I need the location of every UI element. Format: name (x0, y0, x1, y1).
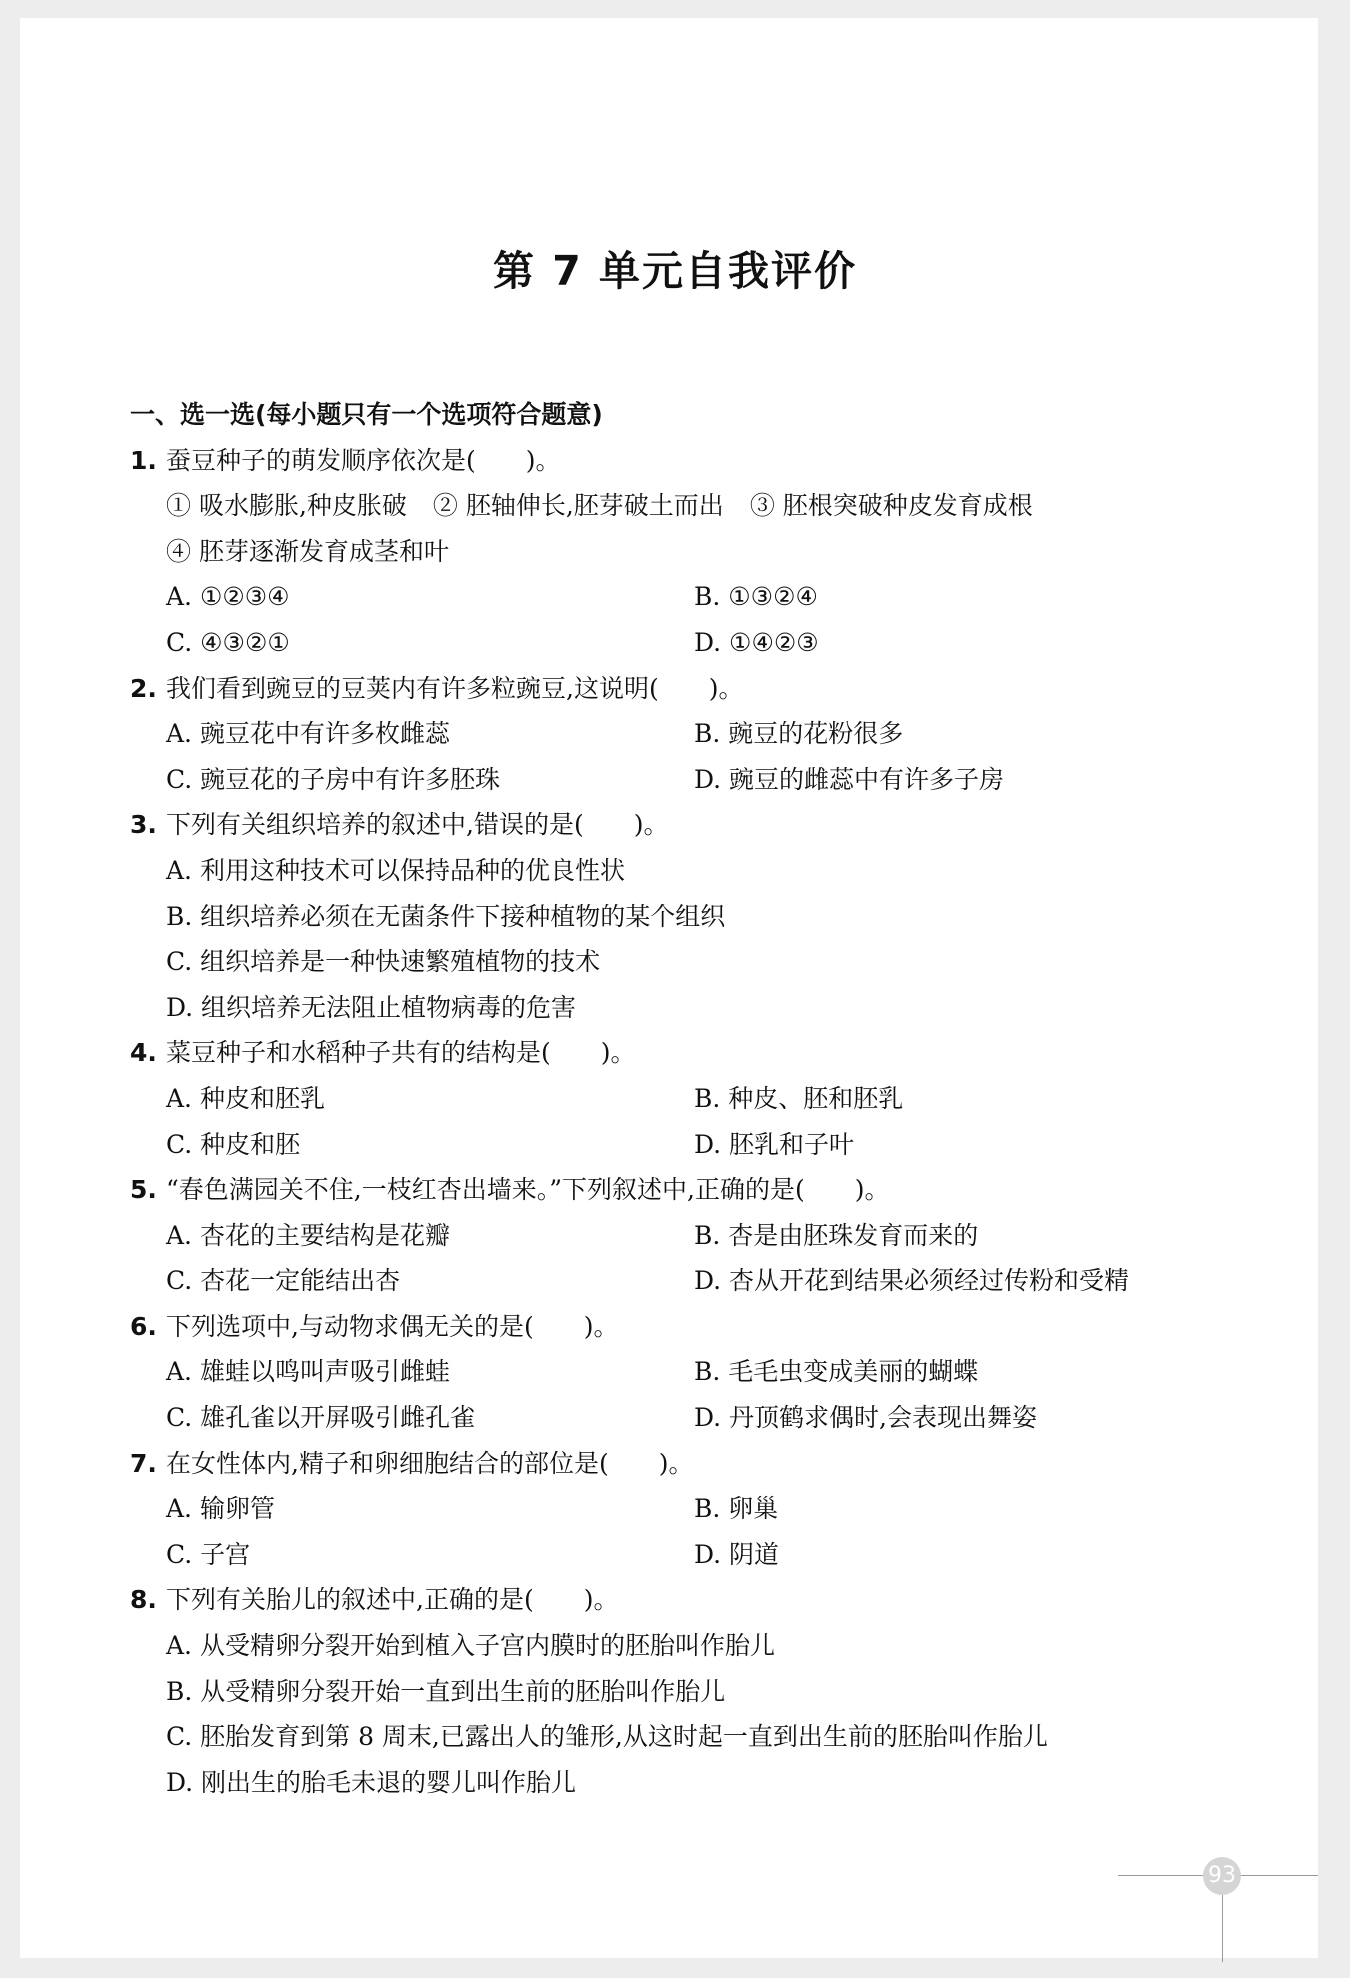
question-text: 蚕豆种子的萌发顺序依次是( )。 (166, 445, 561, 475)
option-c: C. 胚胎发育到第 8 周末,已露出人的雏形,从这时起一直到出生前的胚胎叫作胎儿 (166, 1722, 1048, 1752)
option-c: C. 组织培养是一种快速繁殖植物的技术 (166, 947, 601, 977)
option-c: C. 种皮和胚 (166, 1129, 301, 1159)
option-a: A. 输卵管 (166, 1494, 275, 1524)
question-1-statements (130, 483, 1210, 529)
option-c: C. 子宫 (166, 1539, 251, 1569)
option-d: D. 丹顶鹤求偶时,会表现出舞姿 (694, 1403, 1037, 1433)
option-row (130, 1076, 1210, 1122)
page-number-badge: 93 (1203, 1857, 1241, 1895)
question-6-stem (130, 1304, 1210, 1350)
option-a: A. 杏花的主要结构是花瓣 (166, 1220, 450, 1250)
option-row (130, 1122, 1210, 1168)
option-d: D. 胚乳和子叶 (694, 1129, 855, 1159)
option-row (130, 757, 1210, 803)
option-row (130, 1486, 1210, 1532)
option-c: C. 雄孔雀以开屏吸引雌孔雀 (166, 1403, 476, 1433)
option-row (130, 1213, 1210, 1259)
question-number: 5. (130, 1175, 157, 1205)
statement: ② 胚轴伸长,胚芽破土而出 (432, 491, 724, 521)
option-d: D. 阴道 (694, 1539, 780, 1569)
option-row (130, 1395, 1210, 1441)
option-c: C. ④③②① (166, 627, 290, 657)
option-a: A. 豌豆花中有许多枚雌蕊 (166, 719, 450, 749)
option-d: D. 刚出生的胎毛未退的婴儿叫作胎儿 (166, 1767, 577, 1797)
option-c: C. 杏花一定能结出杏 (166, 1266, 401, 1296)
option-row (130, 1532, 1210, 1578)
question-text: 在女性体内,精子和卵细胞结合的部位是( )。 (166, 1448, 694, 1478)
option-a: A. 利用这种技术可以保持品种的优良性状 (166, 855, 625, 885)
option-b: B. 种皮、胚和胚乳 (694, 1083, 904, 1113)
question-2-stem (130, 666, 1210, 712)
page-title: 第 7 单元自我评价 (492, 247, 858, 295)
question-8-stem (130, 1577, 1210, 1623)
question-1-statements-2 (130, 529, 1210, 575)
question-text: 我们看到豌豆的豆荚内有许多粒豌豆,这说明( )。 (166, 673, 744, 703)
section-heading: 一、选一选(每小题只有一个选项符合题意) (130, 400, 603, 429)
option-a: A. 种皮和胚乳 (166, 1083, 325, 1113)
question-number: 1. (130, 445, 157, 475)
statement: ① 吸水膨胀,种皮胀破 (166, 491, 407, 521)
question-text: 下列有关胎儿的叙述中,正确的是( )。 (166, 1585, 619, 1615)
question-text: “春色满园关不住,一枝红杏出墙来。”下列叙述中,正确的是( )。 (166, 1175, 890, 1205)
question-4-stem (130, 1030, 1210, 1076)
question-number: 7. (130, 1448, 157, 1478)
question-number: 4. (130, 1038, 157, 1068)
option-row (130, 620, 1210, 666)
question-number: 3. (130, 810, 157, 840)
question-3-stem (130, 802, 1210, 848)
option-d: D. ①④②③ (694, 627, 819, 657)
option-row (130, 1258, 1210, 1304)
option-c: C. 豌豆花的子房中有许多胚珠 (166, 764, 501, 794)
option-a: A. ①②③④ (166, 582, 290, 612)
question-7-stem (130, 1441, 1210, 1487)
option-d: D. 豌豆的雌蕊中有许多子房 (694, 764, 1005, 794)
option-b: B. 杏是由胚珠发育而来的 (694, 1220, 979, 1250)
question-1-stem (130, 438, 1210, 484)
option-b: B. 毛毛虫变成美丽的蝴蝶 (694, 1357, 979, 1387)
question-text: 菜豆种子和水稻种子共有的结构是( )。 (166, 1038, 636, 1068)
option-b: B. 从受精卵分裂开始一直到出生前的胚胎叫作胎儿 (166, 1676, 726, 1706)
option-a: A. 从受精卵分裂开始到植入子宫内膜时的胚胎叫作胎儿 (166, 1631, 775, 1661)
option-b: B. 组织培养必须在无菌条件下接种植物的某个组织 (166, 901, 726, 931)
option-d: D. 杏从开花到结果必须经过传粉和受精 (694, 1266, 1130, 1296)
question-list (130, 392, 1210, 1805)
option-row (130, 574, 1210, 620)
question-number: 6. (130, 1311, 157, 1341)
question-number: 8. (130, 1585, 157, 1615)
option-row (130, 1349, 1210, 1395)
option-d: D. 组织培养无法阻止植物病毒的危害 (166, 992, 577, 1022)
statement: ④ 胚芽逐渐发育成茎和叶 (166, 536, 449, 566)
option-b: B. ①③②④ (694, 582, 818, 612)
option-a: A. 雄蛙以鸣叫声吸引雌蛙 (166, 1357, 450, 1387)
option-b: B. 卵巢 (694, 1494, 779, 1524)
question-5-stem (130, 1167, 1210, 1213)
question-text: 下列有关组织培养的叙述中,错误的是( )。 (166, 810, 669, 840)
question-number: 2. (130, 673, 157, 703)
statement: ③ 胚根突破种皮发育成根 (749, 491, 1033, 521)
question-text: 下列选项中,与动物求偶无关的是( )。 (166, 1311, 619, 1341)
option-row (130, 711, 1210, 757)
option-b: B. 豌豆的花粉很多 (694, 719, 904, 749)
